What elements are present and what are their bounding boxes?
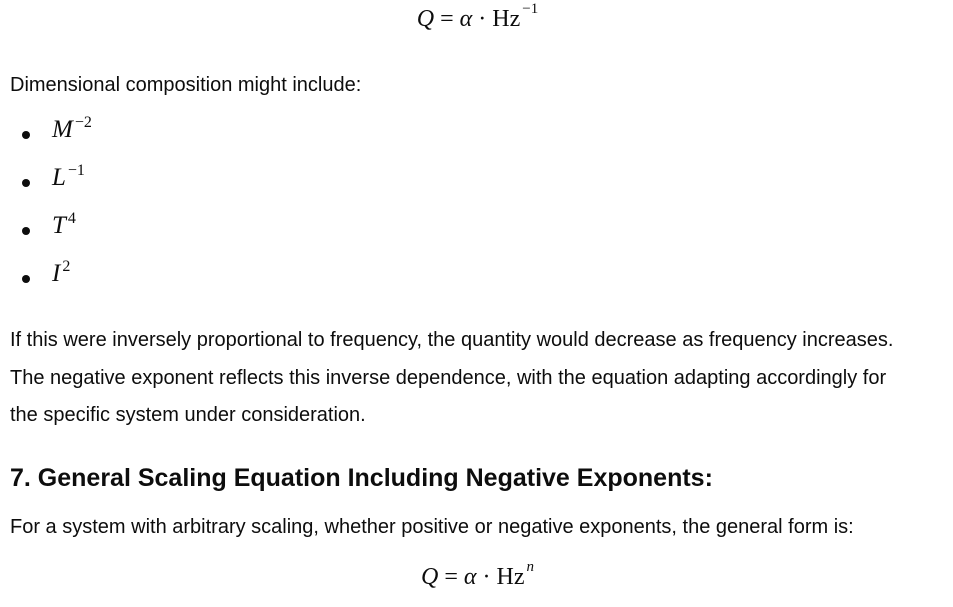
explanation-paragraph [10, 322, 893, 435]
eq-equals: = [444, 564, 458, 590]
dimension-list [0, 108, 300, 300]
eq-dot: · [478, 6, 487, 32]
eq-coefficient: α [463, 564, 477, 590]
dimension-exponent: 4 [67, 210, 76, 227]
intro-text: Dimensional composition might include: [10, 74, 362, 96]
eq-unit: Hz [496, 564, 525, 590]
dimension-symbol: L [52, 164, 66, 191]
dimension-symbol: M [52, 116, 73, 143]
eq-dot: · [482, 564, 491, 590]
bullet-marker [22, 275, 30, 283]
eq-lhs: Q [416, 6, 435, 32]
equation-general-scaling [0, 559, 953, 591]
eq-lhs: Q [421, 564, 439, 590]
eq-coefficient: α [459, 6, 473, 32]
dimension-time [52, 211, 74, 241]
dimension-exponent: −2 [74, 114, 92, 131]
explanation-line: If this were inversely proportional to frequency, the quantity would decrease as frequency increases. [10, 329, 894, 351]
list-item [0, 204, 300, 252]
list-item [0, 108, 300, 156]
dimension-exponent: 2 [62, 258, 71, 275]
eq-exponent: n [526, 559, 534, 575]
dimension-symbol: I [52, 260, 61, 287]
list-item [0, 252, 300, 300]
list-item [0, 156, 300, 204]
dimension-mass [52, 115, 90, 145]
bullet-marker [22, 179, 30, 187]
dimension-current [52, 258, 71, 289]
section-heading: 7. General Scaling Equation Including Negative Exponents: [10, 464, 713, 492]
eq-equals: = [440, 6, 454, 32]
explanation-line: the specific system under consideration. [10, 404, 366, 426]
equation-inverse-frequency [0, 1, 953, 33]
eq-exponent: −1 [522, 1, 539, 17]
dimension-length [52, 163, 83, 193]
dimension-exponent: −1 [67, 162, 85, 179]
bullet-marker [22, 227, 30, 235]
dimension-symbol: T [52, 212, 66, 239]
bullet-marker [22, 131, 30, 139]
explanation-line: The negative exponent reflects this inverse dependence, with the equation adapting accordingly for [10, 366, 887, 389]
general-form-text: For a system with arbitrary scaling, whether positive or negative exponents, the general form is: [10, 516, 854, 538]
eq-unit: Hz [492, 6, 521, 32]
